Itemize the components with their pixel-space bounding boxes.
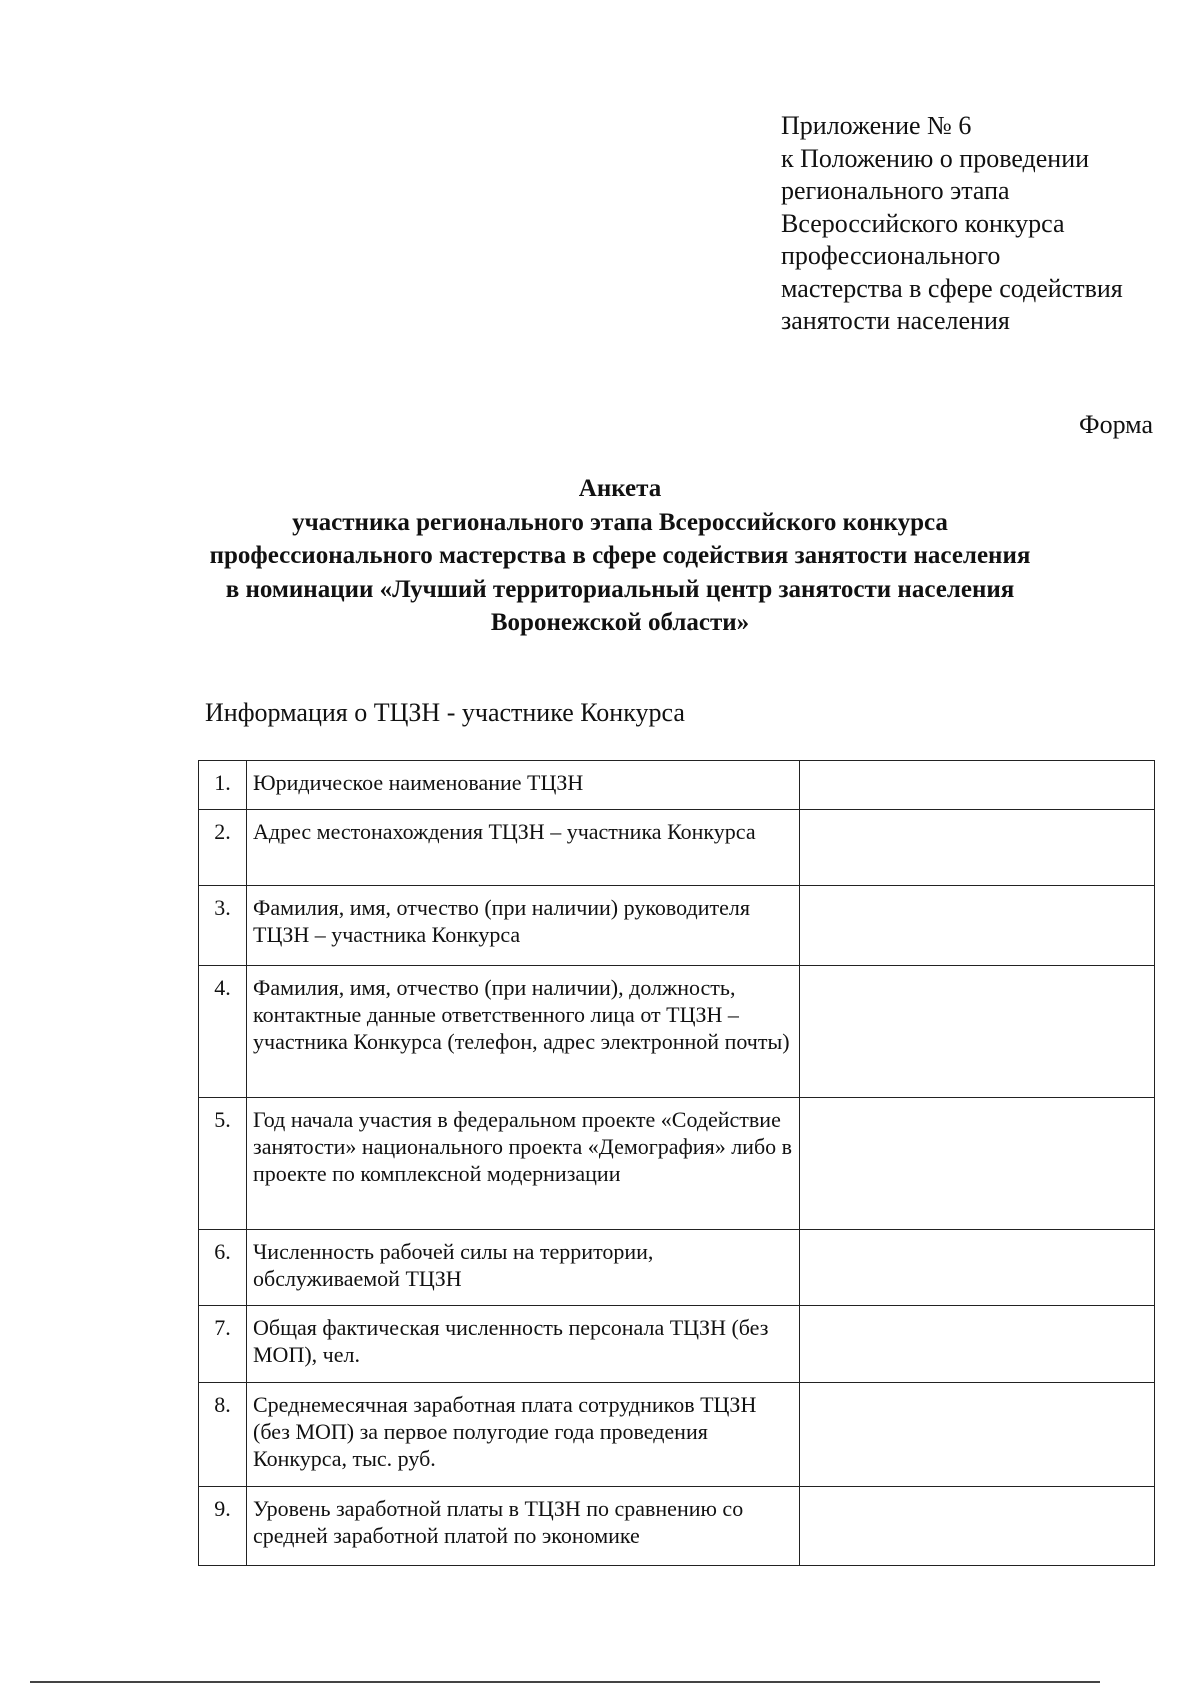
row-label: Уровень заработной платы в ТЦЗН по сравнению со средней заработной платой по экономике [247, 1487, 800, 1566]
row-value-cell[interactable] [800, 810, 1155, 886]
table-row [199, 1306, 1155, 1383]
appendix-line: профессионального [781, 241, 1001, 270]
row-number: 8. [199, 1383, 247, 1487]
title-line: в номинации «Лучший территориальный центр занятости населения [225, 575, 1015, 603]
table-row [199, 1383, 1155, 1487]
table-row [199, 810, 1155, 886]
appendix-reference [781, 110, 1181, 338]
row-number: 5. [199, 1098, 247, 1230]
row-value-cell[interactable] [800, 966, 1155, 1098]
row-number: 7. [199, 1306, 247, 1383]
row-label: Среднемесячная заработная плата сотрудников ТЦЗН (без МОП) за первое полугодие года проведения Конкурса, тыс. руб. [247, 1383, 800, 1487]
row-value-cell[interactable] [800, 1383, 1155, 1487]
row-value-cell[interactable] [800, 1098, 1155, 1230]
document-title [120, 472, 1120, 640]
table-row [199, 1098, 1155, 1230]
row-label: Адрес местонахождения ТЦЗН – участника Конкурса [247, 810, 800, 886]
row-number: 1. [199, 761, 247, 810]
row-label: Год начала участия в федеральном проекте «Содействие занятости» национального проекта «Демография» либо в проекте по комплексной модернизации [247, 1098, 800, 1230]
row-label: Численность рабочей силы на территории, обслуживаемой ТЦЗН [247, 1230, 800, 1306]
appendix-line: регионального этапа [781, 176, 1010, 205]
row-value-cell[interactable] [800, 1230, 1155, 1306]
table-row [199, 886, 1155, 966]
row-label: Общая фактическая численность персонала ТЦЗН (без МОП), чел. [247, 1306, 800, 1383]
row-value-cell[interactable] [800, 761, 1155, 810]
row-value-cell[interactable] [800, 1487, 1155, 1566]
row-number: 6. [199, 1230, 247, 1306]
appendix-line: к Положению о проведении [781, 143, 1090, 173]
row-number: 3. [199, 886, 247, 966]
appendix-line: занятости населения [781, 306, 1010, 335]
table-row [199, 966, 1155, 1098]
row-label: Фамилия, имя, отчество (при наличии), должность, контактные данные ответственного лица от ТЦЗН – участника Конкурса (телефон, адрес электронной почты) [247, 966, 800, 1098]
table-row [199, 761, 1155, 810]
participant-info-table [198, 760, 1155, 1566]
appendix-line: мастерства в сфере содействия [781, 273, 1123, 303]
section-heading: Информация о ТЦЗН - участнике Конкурса [205, 698, 685, 727]
row-label: Фамилия, имя, отчество (при наличии) руководителя ТЦЗН – участника Конкурса [247, 886, 800, 966]
appendix-line: Всероссийского конкурса [781, 208, 1065, 238]
row-label: Юридическое наименование ТЦЗН [247, 761, 800, 810]
row-value-cell[interactable] [800, 1306, 1155, 1383]
title-line: профессионального мастерства в сфере содействия занятости населения [209, 542, 1031, 569]
form-label: Форма [1079, 410, 1153, 439]
row-number: 2. [199, 810, 247, 886]
row-number: 9. [199, 1487, 247, 1566]
row-value-cell[interactable] [800, 886, 1155, 966]
page-edge-line [30, 1681, 1100, 1683]
title-line: Анкета [578, 475, 662, 502]
table-row [199, 1487, 1155, 1566]
row-number: 4. [199, 966, 247, 1098]
table-row [199, 1230, 1155, 1306]
appendix-line: Приложение № 6 [781, 111, 972, 140]
title-line: Воронежской области» [490, 609, 750, 636]
title-line: участника регионального этапа Всероссийского конкурса [292, 508, 948, 536]
